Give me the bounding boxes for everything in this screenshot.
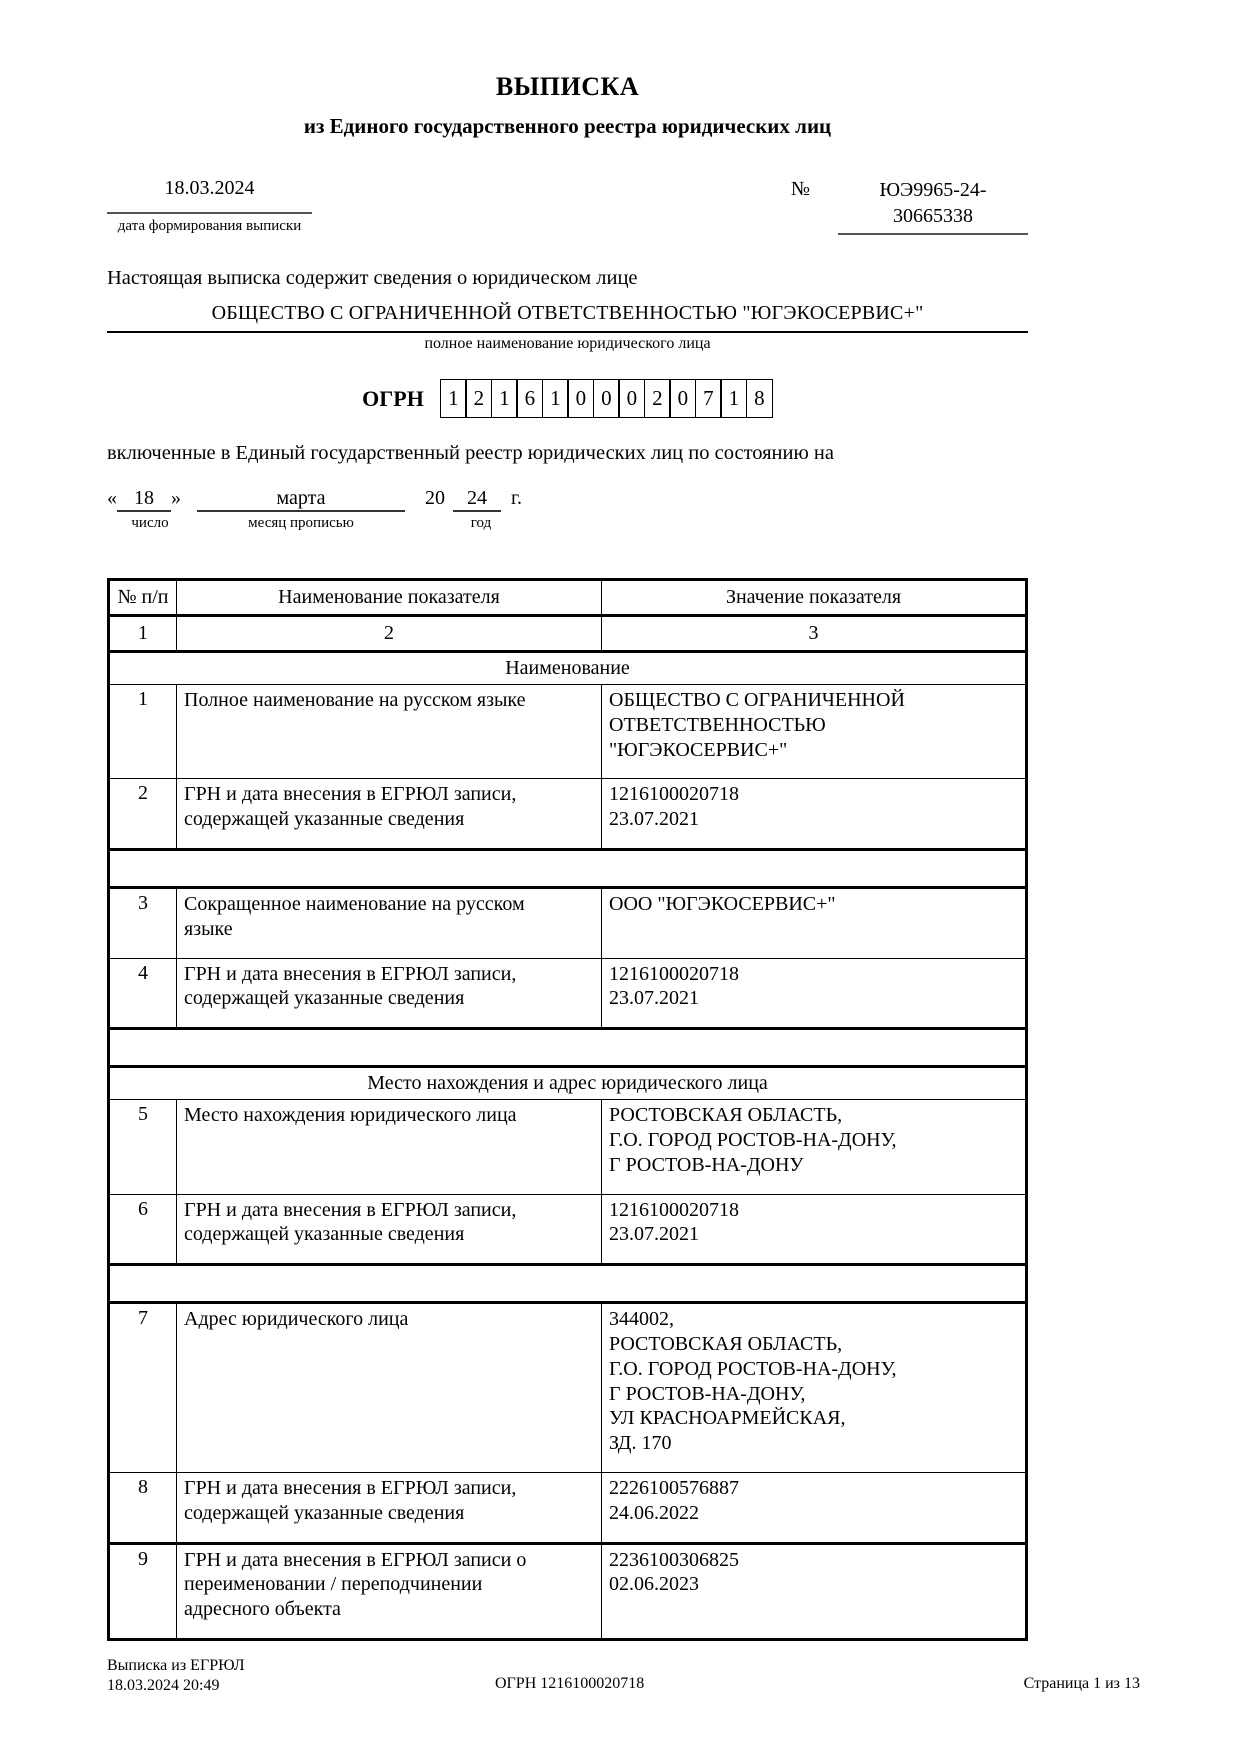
register-table-body: [109, 652, 1027, 1640]
indicator-value-cell: ОБЩЕСТВО С ОГРАНИЧЕННОЙ ОТВЕТСТВЕННОСТЬЮ "ЮГЭКОСЕРВИС+": [602, 685, 1027, 779]
day-caption: число: [131, 515, 169, 531]
table-row: [109, 887, 1027, 958]
register-table: [107, 578, 1028, 1641]
ogrn-label: ОГРН: [362, 385, 424, 411]
ogrn-digit-box: 0: [618, 379, 645, 418]
row-number-cell: 9: [109, 1543, 177, 1639]
extract-number-line2: 30665338: [893, 205, 973, 227]
indicator-name-cell: Сокращенное наименование на русском языке: [177, 887, 602, 958]
indicator-name-cell: Полное наименование на русском языке: [177, 685, 602, 779]
ogrn-digit-box: 1: [542, 379, 569, 418]
table-row: [109, 1194, 1027, 1265]
ogrn-digit-box: 1: [720, 379, 747, 418]
column-number-1: 1: [109, 616, 177, 652]
row-number-cell: 6: [109, 1194, 177, 1265]
year-suffix: г.: [511, 487, 522, 509]
year-caption: год: [470, 515, 492, 531]
formation-date-block: [107, 177, 312, 235]
section-title: Наименование: [109, 652, 1027, 685]
indicator-name-cell: ГРН и дата внесения в ЕГРЮЛ записи, содержащей указанные сведения: [177, 958, 602, 1029]
section-header-row: [109, 1067, 1027, 1100]
intro-text: Настоящая выписка содержит сведения о юридическом лице: [107, 267, 638, 289]
indicator-name-cell: Адрес юридического лица: [177, 1303, 602, 1473]
formation-date: 18.03.2024: [107, 177, 312, 214]
ogrn-digit-box: 0: [669, 379, 696, 418]
as-of-year-group: [425, 487, 522, 532]
indicator-value-cell: ООО "ЮГЭКОСЕРВИС+": [602, 887, 1027, 958]
open-quote: «: [107, 487, 117, 509]
footer-ogrn: ОГРН 1216100020718: [495, 1675, 645, 1692]
indicator-name-cell: Место нахождения юридического лица: [177, 1100, 602, 1194]
reference-row: [107, 177, 1028, 235]
column-header-indicator: Наименование показателя: [177, 580, 602, 616]
table-row: [109, 1543, 1027, 1639]
footer-doc-type: Выписка из ЕГРЮЛ: [107, 1657, 245, 1674]
as-of-text: включенные в Единый государственный реестр юридических лиц по состоянию на: [107, 442, 834, 464]
ogrn-row: [107, 379, 1028, 418]
table-row: [109, 1100, 1027, 1194]
row-number-cell: 2: [109, 779, 177, 850]
ogrn-digit-box: 2: [465, 379, 492, 418]
spacer-cell: [109, 1029, 1027, 1067]
row-number-cell: 3: [109, 887, 177, 958]
spacer-row: [109, 1265, 1027, 1303]
extract-number: [838, 177, 1028, 235]
indicator-value-cell: 2236100306825 02.06.2023: [602, 1543, 1027, 1639]
document-title: ВЫПИСКА: [495, 72, 640, 101]
indicator-value-cell: 1216100020718 23.07.2021: [602, 1194, 1027, 1265]
indicator-value-cell: 344002, РОСТОВСКАЯ ОБЛАСТЬ, Г.О. ГОРОД РОСТОВ-НА-ДОНУ, Г РОСТОВ-НА-ДОНУ, УЛ КРАСНОАРМЕЙСКАЯ, ЗД. 170: [602, 1303, 1027, 1473]
as-of-month: марта: [197, 487, 405, 512]
ogrn-digit-box: 8: [746, 379, 773, 418]
footer-datetime: 18.03.2024 20:49: [107, 1676, 220, 1694]
column-number-3: 3: [602, 616, 1027, 652]
ogrn-digit-box: 1: [440, 379, 467, 418]
table-row: [109, 685, 1027, 779]
table-row: [109, 958, 1027, 1029]
spacer-row: [109, 1029, 1027, 1067]
row-number-cell: 1: [109, 685, 177, 779]
as-of-day: 18: [117, 487, 171, 512]
page-footer: [107, 1656, 1140, 1695]
document-subtitle: из Единого государственного реестра юридических лиц: [303, 114, 832, 138]
company-name-caption: полное наименование юридического лица: [424, 335, 711, 352]
as-of-day-group: [107, 487, 181, 532]
footer-page-number: Страница 1 из 13: [1023, 1675, 1140, 1692]
formation-date-caption: дата формирования выписки: [117, 218, 302, 234]
section-header-row: [109, 652, 1027, 685]
number-sign: №: [790, 178, 810, 200]
close-quote: »: [171, 487, 181, 509]
row-number-cell: 4: [109, 958, 177, 1029]
column-number-2: 2: [177, 616, 602, 652]
as-of-date-row: [107, 487, 1028, 532]
ogrn-digit-box: 0: [593, 379, 620, 418]
table-row: [109, 1303, 1027, 1473]
indicator-value-cell: 1216100020718 23.07.2021: [602, 779, 1027, 850]
section-title: Место нахождения и адрес юридического лица: [109, 1067, 1027, 1100]
as-of-year: 24: [453, 487, 501, 512]
row-number-cell: 8: [109, 1472, 177, 1543]
column-header-num: № п/п: [109, 580, 177, 616]
month-caption: месяц прописью: [248, 515, 354, 531]
row-number-cell: 7: [109, 1303, 177, 1473]
as-of-month-group: [197, 487, 405, 532]
as-of-century: 20: [425, 487, 445, 509]
spacer-row: [109, 849, 1027, 887]
ogrn-digit-box: 2: [644, 379, 671, 418]
row-number-cell: 5: [109, 1100, 177, 1194]
spacer-cell: [109, 849, 1027, 887]
column-numbers-row: [109, 616, 1027, 652]
company-full-name: ОБЩЕСТВО С ОГРАНИЧЕННОЙ ОТВЕТСТВЕННОСТЬЮ "ЮГЭКОСЕРВИС+": [107, 302, 1028, 333]
ogrn-digit-box: 7: [695, 379, 722, 418]
indicator-name-cell: ГРН и дата внесения в ЕГРЮЛ записи о переименовании / переподчинении адресного объекта: [177, 1543, 602, 1639]
indicator-value-cell: РОСТОВСКАЯ ОБЛАСТЬ, Г.О. ГОРОД РОСТОВ-НА-ДОНУ, Г РОСТОВ-НА-ДОНУ: [602, 1100, 1027, 1194]
ogrn-digit-box: 6: [516, 379, 543, 418]
column-header-value: Значение показателя: [602, 580, 1027, 616]
table-row: [109, 779, 1027, 850]
table-row: [109, 1472, 1027, 1543]
indicator-name-cell: ГРН и дата внесения в ЕГРЮЛ записи, содержащей указанные сведения: [177, 1194, 602, 1265]
spacer-cell: [109, 1265, 1027, 1303]
extract-number-block: [791, 177, 1028, 235]
indicator-value-cell: 1216100020718 23.07.2021: [602, 958, 1027, 1029]
document-body: [107, 0, 1028, 1641]
table-header-row: [109, 580, 1027, 616]
extract-number-line1: ЮЭ9965-24-: [879, 179, 987, 201]
indicator-name-cell: ГРН и дата внесения в ЕГРЮЛ записи, содержащей указанные сведения: [177, 779, 602, 850]
ogrn-digit-box: 1: [491, 379, 518, 418]
ogrn-digit-boxes: [440, 379, 773, 418]
indicator-value-cell: 2226100576887 24.06.2022: [602, 1472, 1027, 1543]
ogrn-digit-box: 0: [567, 379, 594, 418]
indicator-name-cell: ГРН и дата внесения в ЕГРЮЛ записи, содержащей указанные сведения: [177, 1472, 602, 1543]
